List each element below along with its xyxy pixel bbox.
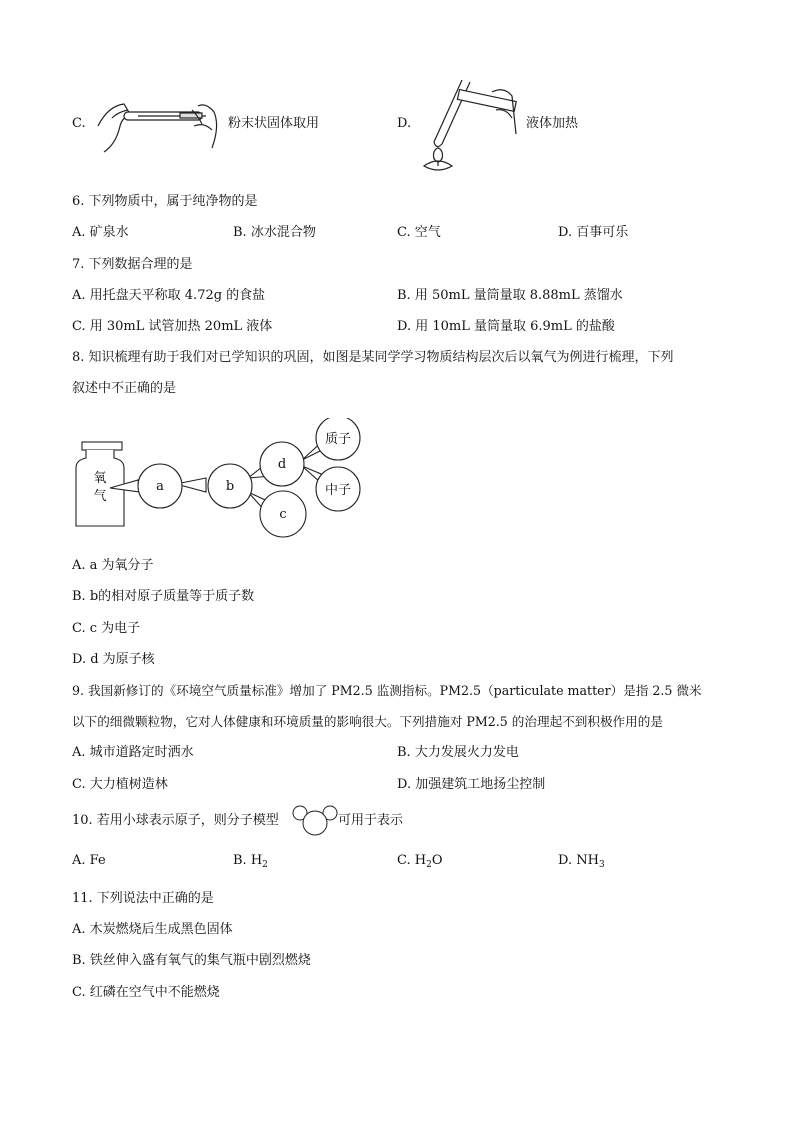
molecule-model-icon — [292, 803, 338, 837]
q10-option-b: B. $H_2$ — [233, 853, 268, 870]
q10-option-c: C. $H_2O$ — [397, 853, 443, 870]
q8-stem-line2: 叙述中不正确的是 — [72, 381, 177, 396]
q10-option-d: D. $NH_3$ — [558, 853, 605, 870]
q7-option-a: A. 用托盘天平称取 4.72g 的食盐 — [72, 288, 266, 303]
node-a-label: a — [156, 479, 164, 494]
bottle-label-1: 氧 — [93, 471, 107, 486]
option-d-text: 液体加热 — [526, 116, 579, 131]
oxygen-structure-diagram — [70, 418, 370, 540]
q9-option-c: C. 大力植树造林 — [72, 777, 168, 792]
q6-stem: 6. 下列物质中，属于纯净物的是 — [72, 194, 258, 209]
q8-option-d: D. d 为原子核 — [72, 652, 155, 667]
node-c-label: c — [279, 507, 287, 522]
q6-option-a: A. 矿泉水 — [72, 225, 129, 240]
q9-stem-line2: 以下的细微颗粒物，它对人体健康和环境质量的影响很大。下列措施对 PM2.5 的治理起不到积极作用的是 — [72, 714, 663, 729]
option-c-label: C. — [72, 116, 86, 131]
liquid-heating-illustration — [420, 74, 520, 178]
powder-sampling-illustration — [94, 96, 222, 156]
q9-stem-line1: 9. 我国新修订的《环境空气质量标准》增加了 PM2.5 监测指标。PM2.5（particulate matter）是指 2.5 微米 — [72, 683, 702, 698]
q7-option-c: C. 用 30mL 试管加热 20mL 液体 — [72, 319, 273, 334]
q6-option-b: B. 冰水混合物 — [233, 225, 316, 240]
q10-stem-after: 可用于表示 — [338, 813, 404, 828]
bottle-stopper — [82, 442, 122, 450]
q8-option-c: C. c 为电子 — [72, 621, 141, 636]
proton-label: 质子 — [324, 432, 352, 447]
bottle-label-2: 气 — [93, 489, 107, 504]
q8-stem-line1: 8. 知识梳理有助于我们对已学知识的巩固，如图是某同学学习物质结构层次后以氧气为例进行梳理，下列 — [72, 350, 674, 365]
q11-stem: 11. 下列说法中正确的是 — [72, 891, 214, 906]
q6-option-d: D. 百事可乐 — [558, 225, 629, 240]
node-d-label: d — [277, 457, 287, 472]
q11-option-c: C. 红磷在空气中不能燃烧 — [72, 985, 220, 1000]
option-c-text: 粉末状固体取用 — [228, 116, 320, 131]
q11-option-a: A. 木炭燃烧后生成黑色固体 — [72, 922, 233, 937]
q9-option-a: A. 城市道路定时洒水 — [72, 745, 194, 760]
q10-stem-before: 10. 若用小球表示原子，则分子模型 — [72, 813, 279, 828]
q8-option-b: B. b的相对原子质量等于质子数 — [72, 589, 255, 604]
q9-option-b: B. 大力发展火力发电 — [397, 745, 519, 760]
node-b-label: b — [225, 479, 235, 494]
neutron-label: 中子 — [324, 483, 352, 498]
option-d-label: D. — [397, 116, 412, 131]
q7-option-d: D. 用 10mL 量筒量取 6.9mL 的盐酸 — [397, 319, 615, 334]
q7-option-b: B. 用 50mL 量筒量取 8.88mL 蒸馏水 — [397, 288, 623, 303]
q11-option-b: B. 铁丝伸入盛有氧气的集气瓶中剧烈燃烧 — [72, 953, 311, 968]
q7-stem: 7. 下列数据合理的是 — [72, 257, 193, 272]
q10-option-a: A. Fe — [72, 853, 106, 868]
q8-option-a: A. a 为氧分子 — [72, 558, 154, 573]
q9-option-d: D. 加强建筑工地扬尘控制 — [397, 777, 546, 792]
q6-option-c: C. 空气 — [397, 225, 441, 240]
